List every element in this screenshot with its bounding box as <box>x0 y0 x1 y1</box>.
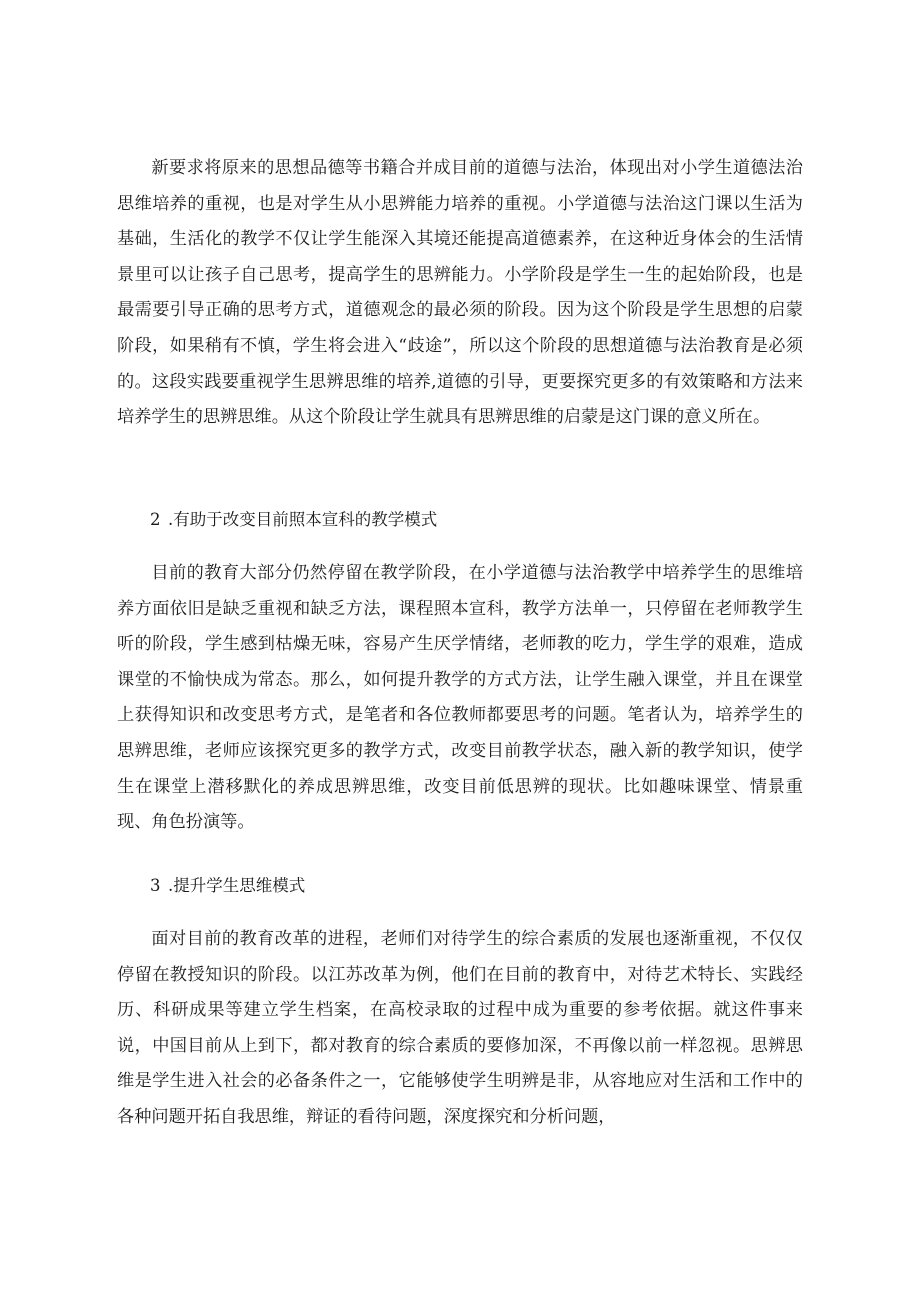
body-paragraph-1: 新要求将原来的思想品德等书籍合并成目前的道德与法治，体现出对小学生道德法治思维培养的重视，也是对学生从小思辨能力培养的重视。小学道德与法治这门课以生活为基础，生活化的教学不仅让学生能深入其境还能提高道德素养，在这种近身体会的生活情景里可以让孩子自己思考，提高学生的思辨能力。小学阶段是学生一生的起始阶段，也是最需要引导正确的思考方式，道德观念的最必须的阶段。因为这个阶段是学生思想的启蒙阶段，如果稍有不慎，学生将会进入“歧途”，所以这个阶段的思想道德与法治教育是必须的。这段实践要重视学生思辨思维的培养,道德的引导，更要探究更多的有效策略和方法来培养学生的思辨思维。从这个阶段让学生就具有思辨思维的启蒙是这门课的意义所在。 <box>117 158 803 428</box>
section-title-2: .有助于改变目前照本宣科的教学模式 <box>168 510 438 529</box>
body-paragraph-2: 目前的教育大部分仍然停留在教学阶段，在小学道德与法治教学中培养学生的思维培养方面依旧是缺乏重视和缺乏方法，课程照本宣科，教学方法单一，只停留在老师教学生听的阶段，学生感到枯燥无味，容易产生厌学情绪，老师教的吃力，学生学的艰难，造成课堂的不愉快成为常态。那么，如何提升教学的方式方法，让学生融入课堂，并且在课堂上获得知识和改变思考方式，是笔者和各位教师都要思考的问题。笔者认为，培养学生的思辨思维，老师应该探究更多的教学方式，改变目前教学状态，融入新的教学知识，使学生在课堂上潜移默化的养成思辨思维，改变目前低思辨的现状。比如趣味课堂、情景重现、角色扮演等。 <box>117 563 803 833</box>
section-heading-2 <box>150 506 437 534</box>
body-paragraph-3: 面对目前的教育改革的进程，老师们对待学生的综合素质的发展也逐渐重视，不仅仅停留在教授知识的阶段。以江苏改革为例，他们在目前的教育中，对待艺术特长、实践经历、科研成果等建立学生档案，在高校录取的过程中成为重要的参考依据。就这件事来说，中国目前从上到下，都对教育的综合素质的要修加深，不再像以前一样忽视。思辨思维是学生进入社会的必备条件之一，它能够使学生明辨是非，从容地应对生活和工作中的各种问题开拓自我思维，辩证的看待问题，深度探究和分析问题， <box>117 929 803 1127</box>
section-title-3: .提升学生思维模式 <box>168 876 306 895</box>
section-heading-3 <box>150 872 305 900</box>
section-number-2: 2 <box>150 510 161 529</box>
section-number-3: 3 <box>150 876 161 895</box>
